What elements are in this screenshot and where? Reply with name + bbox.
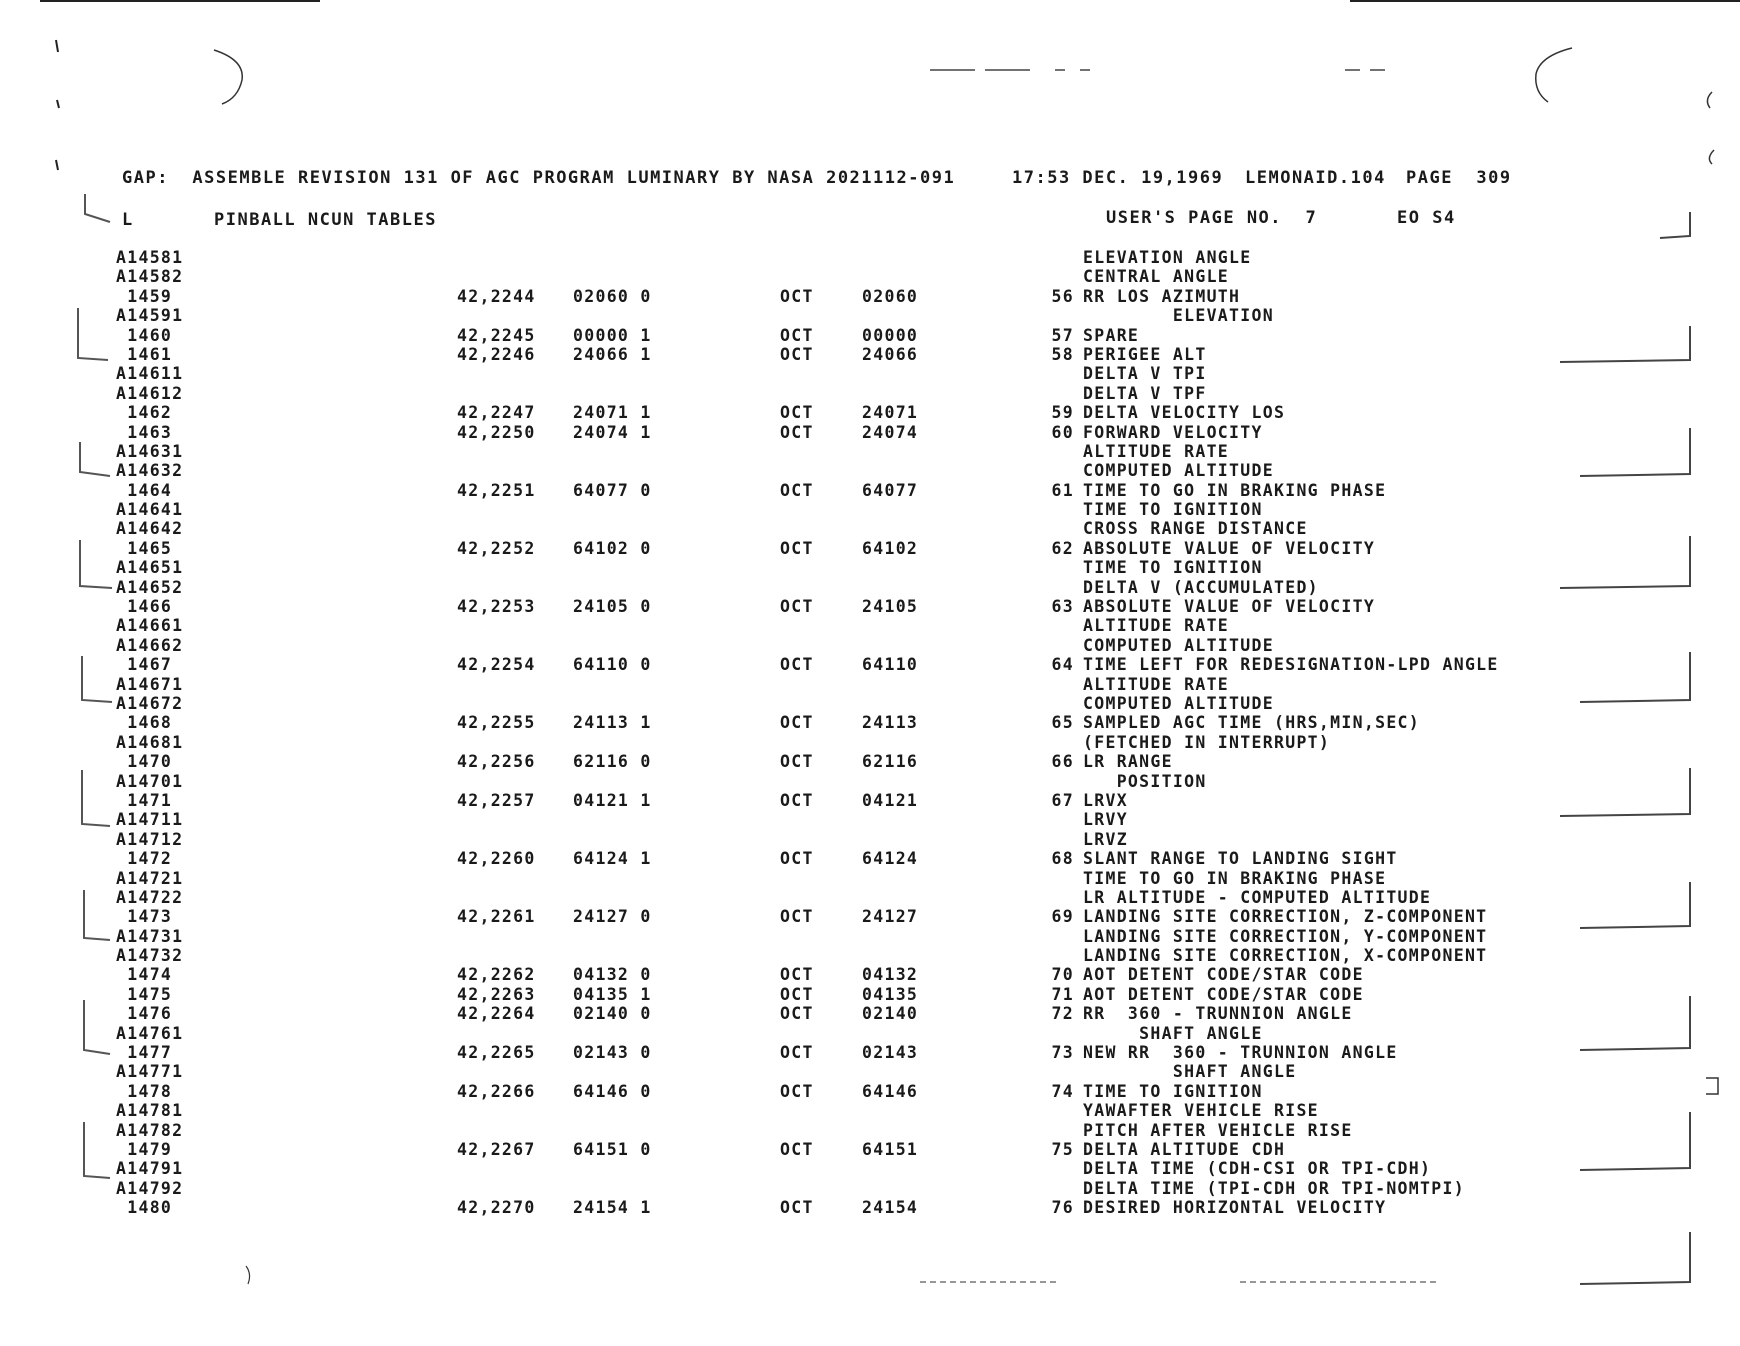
memory-address: 42,2264 (457, 1004, 536, 1024)
octal-value: 64124 (862, 849, 919, 869)
line-label: A14672 (116, 693, 184, 713)
table-row (0, 752, 1740, 771)
noun-description: TIME TO GO IN BRAKING PHASE (1083, 868, 1387, 888)
noun-number: 72 (1051, 1004, 1074, 1024)
format-code: OCT (780, 752, 814, 772)
memory-address: 42,2260 (457, 849, 536, 869)
octal-word: 24113 1 (573, 713, 652, 733)
noun-number: 64 (1051, 655, 1074, 675)
octal-value: 64146 (862, 1081, 919, 1101)
format-code: OCT (780, 790, 814, 810)
octal-value: 24074 (862, 422, 919, 442)
noun-description: SLANT RANGE TO LANDING SIGHT (1083, 849, 1398, 869)
noun-description: ELEVATION ANGLE (1083, 248, 1252, 267)
noun-number: 73 (1051, 1043, 1074, 1063)
table-row (0, 772, 1740, 791)
line-label: A14721 (116, 868, 184, 888)
noun-description: LRVX (1083, 790, 1128, 810)
table-row (0, 1121, 1740, 1140)
noun-description: RR 360 - TRUNNION ANGLE (1083, 1004, 1353, 1024)
table-row (0, 733, 1740, 752)
octal-word: 64146 0 (573, 1081, 652, 1101)
noun-description: ELEVATION (1083, 306, 1274, 326)
noun-number: 75 (1051, 1139, 1074, 1159)
noun-number: 63 (1051, 597, 1074, 617)
line-label: A14722 (116, 887, 184, 907)
noun-description: FORWARD VELOCITY (1083, 422, 1263, 442)
format-code: OCT (780, 907, 814, 927)
noun-number: 67 (1051, 790, 1074, 810)
format-code: OCT (780, 344, 814, 364)
table-row (0, 248, 1740, 267)
octal-value: 64151 (862, 1139, 919, 1159)
table-row (0, 927, 1740, 946)
table-row (0, 578, 1740, 597)
table-row (0, 888, 1740, 907)
table-row (0, 423, 1740, 442)
format-code: OCT (780, 1081, 814, 1101)
eo-code: EO S4 (1397, 208, 1456, 228)
format-code: OCT (780, 422, 814, 442)
line-label: 1480 (116, 1198, 173, 1218)
octal-value: 64102 (862, 538, 919, 558)
noun-number: 74 (1051, 1081, 1074, 1101)
binder-hole-left (214, 50, 242, 104)
table-row (0, 364, 1740, 383)
margin-ticks-right (1707, 92, 1714, 164)
noun-number: 61 (1051, 480, 1074, 500)
line-label: 1467 (116, 655, 173, 675)
table-row (0, 1159, 1740, 1178)
table-row (0, 1062, 1740, 1081)
noun-description: RR LOS AZIMUTH (1083, 286, 1241, 306)
header-page-number: PAGE 309 (1406, 168, 1512, 188)
format-code: OCT (780, 655, 814, 675)
octal-value: 24105 (862, 597, 919, 617)
line-label: 1459 (116, 286, 173, 306)
table-row (0, 830, 1740, 849)
octal-value: 04135 (862, 984, 919, 1004)
table-row (0, 1043, 1740, 1062)
memory-address: 42,2245 (457, 325, 536, 345)
line-label: 1465 (116, 538, 173, 558)
noun-description: DELTA ALTITUDE CDH (1083, 1139, 1286, 1159)
noun-description: LANDING SITE CORRECTION, Z-COMPONENT (1083, 907, 1488, 927)
memory-address: 42,2244 (457, 286, 536, 306)
line-label: 1476 (116, 1004, 173, 1024)
line-label: A14792 (116, 1178, 184, 1198)
table-row (0, 519, 1740, 538)
octal-value: 64110 (862, 655, 919, 675)
line-label: A14642 (116, 519, 184, 539)
table-row (0, 267, 1740, 286)
noun-description: LANDING SITE CORRECTION, Y-COMPONENT (1083, 926, 1488, 946)
format-code: OCT (780, 325, 814, 345)
noun-description: SHAFT ANGLE (1083, 1023, 1263, 1043)
memory-address: 42,2255 (457, 713, 536, 733)
table-row (0, 849, 1740, 868)
line-label: A14611 (116, 364, 184, 384)
memory-address: 42,2267 (457, 1139, 536, 1159)
line-label: A14651 (116, 558, 184, 578)
line-label: A14791 (116, 1159, 184, 1179)
noun-description: SHAFT ANGLE (1083, 1062, 1297, 1082)
table-row (0, 1004, 1740, 1023)
table-row (0, 675, 1740, 694)
noun-number: 57 (1051, 325, 1074, 345)
noun-description: DELTA VELOCITY LOS (1083, 403, 1286, 423)
line-label: A14782 (116, 1120, 184, 1140)
table-row (0, 461, 1740, 480)
top-left-rule (40, 0, 320, 2)
format-code: OCT (780, 849, 814, 869)
noun-description: LANDING SITE CORRECTION, X-COMPONENT (1083, 946, 1488, 966)
noun-description: ABSOLUTE VALUE OF VELOCITY (1083, 538, 1376, 558)
line-label: 1477 (116, 1043, 173, 1063)
noun-description: TIME TO IGNITION (1083, 558, 1263, 578)
noun-description: CENTRAL ANGLE (1083, 267, 1230, 287)
line-label: 1475 (116, 984, 173, 1004)
octal-value: 64077 (862, 480, 919, 500)
memory-address: 42,2252 (457, 538, 536, 558)
octal-word: 04121 1 (573, 790, 652, 810)
octal-word: 24071 1 (573, 403, 652, 423)
octal-word: 64110 0 (573, 655, 652, 675)
table-row (0, 616, 1740, 635)
memory-address: 42,2253 (457, 597, 536, 617)
octal-value: 00000 (862, 325, 919, 345)
noun-number: 69 (1051, 907, 1074, 927)
line-label: A14661 (116, 616, 184, 636)
table-row (0, 1024, 1740, 1043)
users-page-number: USER'S PAGE NO. 7 (1106, 208, 1318, 228)
line-label: 1466 (116, 597, 173, 617)
table-row (0, 869, 1740, 888)
table-row (0, 965, 1740, 984)
octal-word: 02143 0 (573, 1043, 652, 1063)
noun-description: LRVZ (1083, 829, 1128, 849)
table-row (0, 384, 1740, 403)
table-row (0, 345, 1740, 364)
memory-address: 42,2270 (457, 1198, 536, 1218)
octal-word: 24154 1 (573, 1198, 652, 1218)
format-code: OCT (780, 597, 814, 617)
line-label: A14711 (116, 810, 184, 830)
format-code: OCT (780, 286, 814, 306)
octal-value: 24071 (862, 403, 919, 423)
format-code: OCT (780, 538, 814, 558)
noun-number: 68 (1051, 849, 1074, 869)
noun-number: 59 (1051, 403, 1074, 423)
noun-description: COMPUTED ALTITUDE (1083, 635, 1274, 655)
line-label: 1471 (116, 790, 173, 810)
noun-description: CROSS RANGE DISTANCE (1083, 519, 1308, 539)
format-code: OCT (780, 480, 814, 500)
line-label: 1460 (116, 325, 173, 345)
noun-description: (FETCHED IN INTERRUPT) (1083, 732, 1331, 752)
table-row (0, 1140, 1740, 1159)
table-row (0, 403, 1740, 422)
noun-description: COMPUTED ALTITUDE (1083, 461, 1274, 481)
noun-description: LR RANGE (1083, 752, 1173, 772)
memory-address: 42,2263 (457, 984, 536, 1004)
format-code: OCT (780, 1198, 814, 1218)
memory-address: 42,2254 (457, 655, 536, 675)
table-row (0, 713, 1740, 732)
noun-description: POSITION (1083, 771, 1207, 791)
noun-number: 56 (1051, 286, 1074, 306)
octal-value: 24127 (862, 907, 919, 927)
memory-address: 42,2247 (457, 403, 536, 423)
octal-word: 00000 1 (573, 325, 652, 345)
octal-word: 24105 0 (573, 597, 652, 617)
line-label: 1472 (116, 849, 173, 869)
binder-hole-right (1536, 48, 1572, 102)
octal-word: 64124 1 (573, 849, 652, 869)
table-row (0, 1198, 1740, 1217)
noun-description: DELTA V TPF (1083, 383, 1207, 403)
octal-word: 64102 0 (573, 538, 652, 558)
octal-word: 24127 0 (573, 907, 652, 927)
table-row (0, 1101, 1740, 1120)
table-row (0, 1179, 1740, 1198)
octal-value: 24113 (862, 713, 919, 733)
noun-description: DELTA TIME (CDH-CSI OR TPI-CDH) (1083, 1159, 1432, 1179)
memory-address: 42,2256 (457, 752, 536, 772)
line-label: A14771 (116, 1062, 184, 1082)
noun-description: NEW RR 360 - TRUNNION ANGLE (1083, 1043, 1398, 1063)
noun-description: LRVY (1083, 810, 1128, 830)
table-row (0, 481, 1740, 500)
right-bracket-1 (1660, 212, 1690, 238)
noun-description: AOT DETENT CODE/STAR CODE (1083, 965, 1364, 985)
line-label: 1473 (116, 907, 173, 927)
line-label: A14591 (116, 306, 184, 326)
octal-value: 02060 (862, 286, 919, 306)
noun-description: DELTA V (ACCUMULATED) (1083, 577, 1319, 597)
noun-description: TIME LEFT FOR REDESIGNATION-LPD ANGLE (1083, 655, 1499, 675)
header-lemonaid: LEMONAID.104 (1245, 168, 1386, 188)
table-row (0, 655, 1740, 674)
line-label: A14781 (116, 1101, 184, 1121)
line-label: A14761 (116, 1023, 184, 1043)
line-label: A14582 (116, 267, 184, 287)
line-label: A14712 (116, 829, 184, 849)
noun-description: LR ALTITUDE - COMPUTED ALTITUDE (1083, 887, 1432, 907)
line-label: 1464 (116, 480, 173, 500)
table-row (0, 946, 1740, 965)
noun-description: COMPUTED ALTITUDE (1083, 693, 1274, 713)
table-row (0, 326, 1740, 345)
top-right-rule (1350, 0, 1740, 2)
line-label: A14662 (116, 635, 184, 655)
noun-description: PITCH AFTER VEHICLE RISE (1083, 1120, 1353, 1140)
table-row (0, 306, 1740, 325)
octal-value: 02143 (862, 1043, 919, 1063)
line-label: 1479 (116, 1139, 173, 1159)
memory-address: 42,2265 (457, 1043, 536, 1063)
noun-description: SAMPLED AGC TIME (HRS,MIN,SEC) (1083, 713, 1421, 733)
line-label: A14581 (116, 248, 184, 267)
table-row (0, 791, 1740, 810)
format-code: OCT (780, 1043, 814, 1063)
noun-description: TIME TO GO IN BRAKING PHASE (1083, 480, 1387, 500)
table-row (0, 597, 1740, 616)
noun-number: 58 (1051, 344, 1074, 364)
table-row (0, 558, 1740, 577)
octal-value: 04132 (862, 965, 919, 985)
line-label: A14652 (116, 577, 184, 597)
table-row (0, 810, 1740, 829)
margin-ticks-left (56, 40, 59, 170)
line-label: A14641 (116, 500, 184, 520)
binder-hole-bottom (246, 1266, 250, 1284)
right-bracket-10 (1580, 1232, 1690, 1284)
memory-address: 42,2257 (457, 790, 536, 810)
table-row (0, 287, 1740, 306)
header-title: GAP: ASSEMBLE REVISION 131 OF AGC PROGRAM LUMINARY BY NASA 2021112-091 (122, 168, 956, 188)
octal-word: 62116 0 (573, 752, 652, 772)
line-label: 1462 (116, 403, 173, 423)
noun-description: DELTA TIME (TPI-CDH OR TPI-NOMTPI) (1083, 1178, 1465, 1198)
line-label: A14732 (116, 946, 184, 966)
line-label: A14631 (116, 441, 184, 461)
table-row (0, 907, 1740, 926)
octal-word: 24066 1 (573, 344, 652, 364)
octal-value: 62116 (862, 752, 919, 772)
line-label: 1468 (116, 713, 173, 733)
noun-description: SPARE (1083, 325, 1140, 345)
noun-description: ALTITUDE RATE (1083, 674, 1230, 694)
line-label: A14731 (116, 926, 184, 946)
noun-description: TIME TO IGNITION (1083, 500, 1263, 520)
table-row (0, 985, 1740, 1004)
memory-address: 42,2261 (457, 907, 536, 927)
noun-description: TIME TO IGNITION (1083, 1081, 1263, 1101)
format-code: OCT (780, 1139, 814, 1159)
format-code: OCT (780, 403, 814, 423)
noun-description: DELTA V TPI (1083, 364, 1207, 384)
memory-address: 42,2246 (457, 344, 536, 364)
octal-word: 64077 0 (573, 480, 652, 500)
memory-address: 42,2266 (457, 1081, 536, 1101)
noun-number: 76 (1051, 1198, 1074, 1218)
octal-word: 02060 0 (573, 286, 652, 306)
octal-value: 24066 (862, 344, 919, 364)
noun-number: 70 (1051, 965, 1074, 985)
line-label: A14701 (116, 771, 184, 791)
octal-word: 02140 0 (573, 1004, 652, 1024)
line-label: A14671 (116, 674, 184, 694)
line-label: 1474 (116, 965, 173, 985)
memory-address: 42,2262 (457, 965, 536, 985)
table-row (0, 636, 1740, 655)
left-bracket-1 (85, 194, 110, 222)
line-label: 1463 (116, 422, 173, 442)
noun-number: 66 (1051, 752, 1074, 772)
table-row (0, 694, 1740, 713)
format-code: OCT (780, 1004, 814, 1024)
memory-address: 42,2251 (457, 480, 536, 500)
section-title: PINBALL NCUN TABLES (214, 210, 437, 230)
octal-value: 24154 (862, 1198, 919, 1218)
noun-number: 71 (1051, 984, 1074, 1004)
line-label: 1461 (116, 344, 173, 364)
format-code: OCT (780, 984, 814, 1004)
line-label: A14632 (116, 461, 184, 481)
table-row (0, 442, 1740, 461)
noun-description: ALTITUDE RATE (1083, 441, 1230, 461)
noun-description: ALTITUDE RATE (1083, 616, 1230, 636)
table-row (0, 1082, 1740, 1101)
noun-table-listing (0, 248, 1740, 1218)
table-row (0, 539, 1740, 558)
octal-value: 04121 (862, 790, 919, 810)
noun-description: DESIRED HORIZONTAL VELOCITY (1083, 1198, 1387, 1218)
noun-number: 65 (1051, 713, 1074, 733)
line-label: A14681 (116, 732, 184, 752)
header-timestamp: 17:53 DEC. 19,1969 (1012, 168, 1224, 188)
noun-description: AOT DETENT CODE/STAR CODE (1083, 984, 1364, 1004)
noun-number: 62 (1051, 538, 1074, 558)
line-label: 1478 (116, 1081, 173, 1101)
format-code: OCT (780, 965, 814, 985)
table-row (0, 500, 1740, 519)
memory-address: 42,2250 (457, 422, 536, 442)
noun-description: YAWAFTER VEHICLE RISE (1083, 1101, 1319, 1121)
noun-number: 60 (1051, 422, 1074, 442)
format-code: OCT (780, 713, 814, 733)
line-label: A14612 (116, 383, 184, 403)
header-left-tag: L (122, 210, 134, 230)
octal-word: 24074 1 (573, 422, 652, 442)
noun-description: PERIGEE ALT (1083, 344, 1207, 364)
octal-word: 04135 1 (573, 984, 652, 1004)
noun-description: ABSOLUTE VALUE OF VELOCITY (1083, 597, 1376, 617)
line-label: 1470 (116, 752, 173, 772)
octal-value: 02140 (862, 1004, 919, 1024)
octal-word: 64151 0 (573, 1139, 652, 1159)
octal-word: 04132 0 (573, 965, 652, 985)
